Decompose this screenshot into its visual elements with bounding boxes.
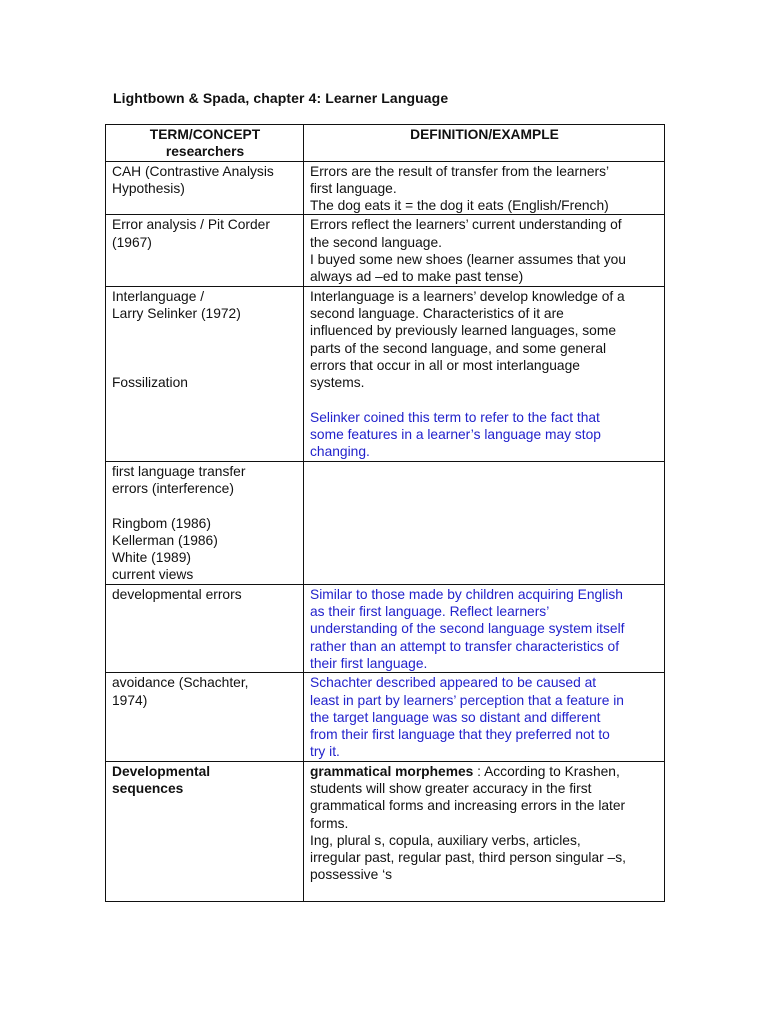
definition-line-blue: some features in a learner’s language may stop [310,427,601,443]
table-row [106,215,665,286]
definition-line: first language. [310,180,397,196]
term-cell [106,215,304,286]
definition-line: parts of the second language, and some general [310,340,607,356]
definition-line: I buyed some new shoes (learner assumes that you [310,252,626,268]
definition-line: second language. Characteristics of it are [310,305,564,321]
term-line: Kellerman (1986) [112,532,218,548]
definition-line-blue: their first language. [310,655,428,671]
term-cell [106,161,304,215]
definition-line-blue: from their first language that they preferred not to [310,727,610,743]
table-row [106,584,665,672]
definition-lead-bold: grammatical morphemes [310,763,474,779]
definition-line-blue: least in part by learners’ perception that a feature in [310,692,624,708]
term-cell [106,461,304,584]
definition-line-blue: understanding of the second language system itself [310,621,625,637]
definition-cell [304,673,665,761]
term-line: White (1989) [112,550,191,566]
definition-line: grammatical forms and increasing errors in the later [310,798,626,814]
definition-line: systems. [310,375,365,391]
definition-line-blue: Selinker coined this term to refer to the fact that [310,409,600,425]
definition-cell [304,161,665,215]
definition-line-blue: changing. [310,444,370,460]
spacer [310,391,659,408]
definition-cell-empty [304,461,665,584]
definition-line-blue: Similar to those made by children acquiring English [310,586,623,602]
terms-table [105,124,665,902]
spacer [112,340,298,357]
term-line-bold: Developmental [112,763,211,779]
term-cell [106,761,304,901]
term-line: 1974) [112,692,148,708]
term-line: developmental errors [112,586,242,602]
term-cell [106,584,304,672]
term-line-bold: sequences [112,780,184,796]
header-term-text: TERM/CONCEPT researchers [149,127,261,160]
definition-cell [304,215,665,286]
table-row [106,286,665,461]
term-line: Larry Selinker (1972) [112,305,241,321]
table-header-row [106,125,665,162]
definition-line: the second language. [310,234,442,250]
term-line: avoidance (Schachter, [112,675,249,691]
definition-line: Errors are the result of transfer from the learners’ [310,163,610,179]
term-line-fossilization: Fossilization [112,375,188,391]
definition-line-blue: the target language was so distant and different [310,709,601,725]
definition-line: forms. [310,815,349,831]
spacer [112,497,298,514]
term-cell [106,286,304,461]
definition-line: possessive ‘s [310,867,393,883]
term-line: Hypothesis) [112,180,185,196]
definition-line: Ing, plural s, copula, auxiliary verbs, articles, [310,832,581,848]
definition-line: students will show greater accuracy in the first [310,780,592,796]
definition-cell [304,584,665,672]
definition-line-blue: try it. [310,744,340,760]
term-line: Interlanguage / [112,288,205,304]
definition-line: The dog eats it = the dog it eats (English/French) [310,198,609,214]
document-title: Lightbown & Spada, chapter 4: Learner Language [113,90,449,106]
term-line: Error analysis / Pit Corder [112,217,270,233]
definition-line-blue: as their first language. Reflect learners’ [310,604,550,620]
definition-line-blue: Schachter described appeared to be caused at [310,675,597,691]
definition-line: influenced by previously learned languages, some [310,323,617,339]
definition-cell [304,761,665,901]
definition-cell [304,286,665,461]
definition-line-blue: rather than an attempt to transfer characteristics of [310,638,620,654]
definition-line: Errors reflect the learners’ current understanding of [310,217,622,233]
definition-line: irregular past, regular past, third person singular –s, [310,850,626,866]
definition-line: always ad –ed to make past tense) [310,269,524,285]
definition-lead-rest: : According to Krashen, [473,763,620,779]
definition-line [310,763,659,780]
term-cell [106,673,304,761]
definition-line: errors that occur in all or most interlanguage [310,357,580,373]
table-row [106,673,665,761]
header-definition [304,125,665,162]
term-line: Ringbom (1986) [112,515,211,531]
term-line: current views [112,567,194,583]
table-row [106,761,665,901]
table-row [106,461,665,584]
term-line: first language transfer [112,463,246,479]
term-line: errors (interference) [112,480,234,496]
term-line: (1967) [112,234,152,250]
spacer [112,322,298,339]
header-definition-text: DEFINITION/EXAMPLE [410,127,559,142]
term-line: CAH (Contrastive Analysis [112,163,274,179]
definition-line: Interlanguage is a learners’ develop knowledge of a [310,288,625,304]
header-term [106,125,304,162]
spacer [112,357,298,374]
table-row [106,161,665,215]
